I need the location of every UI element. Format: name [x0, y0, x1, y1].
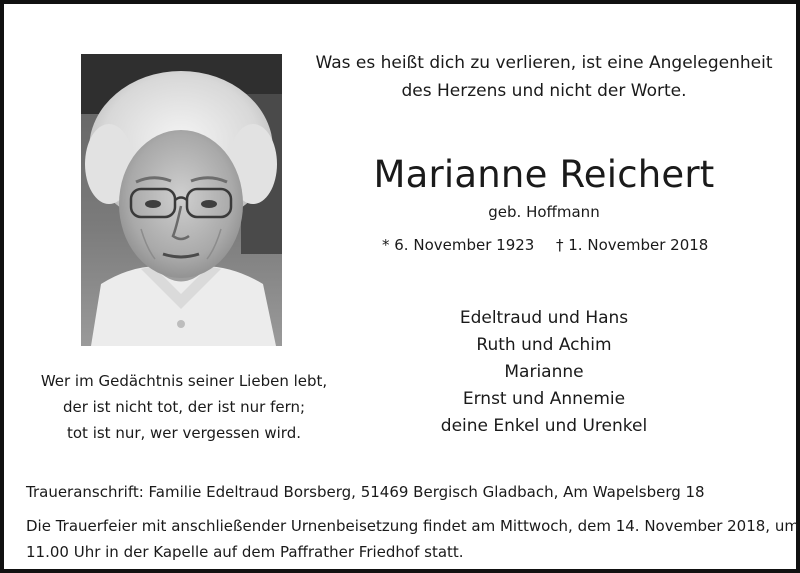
quote-line: der ist nicht tot, der ist nur fern; [62, 398, 306, 416]
mourning-address: Traueranschrift: Familie Edeltraud Borsberg, 51469 Bergisch Gladbach, Am Wapelsberg 18 [26, 483, 705, 501]
ceremony-line: 11.00 Uhr in der Kapelle auf dem Paffrather Friedhof statt. [26, 543, 464, 561]
motto-line: Was es heißt dich zu verlieren, ist eine Angelegenheit [315, 53, 773, 73]
death-date: † 1. November 2018 [556, 236, 709, 254]
portrait-image [81, 54, 282, 346]
mourner-item: deine Enkel und Urenkel [440, 416, 648, 436]
memorial-quote [29, 368, 339, 446]
ceremony-line: Die Trauerfeier mit anschließender Urnenbeisetzung findet am Mittwoch, dem 14. November 2018, um [26, 517, 799, 535]
motto-line: des Herzens und nicht der Worte. [401, 81, 687, 101]
quote-line: Wer im Gedächtnis seiner Lieben lebt, [40, 372, 328, 390]
deceased-name: Marianne Reichert [373, 153, 715, 196]
portrait-photo [81, 54, 282, 346]
mourners-list [404, 305, 684, 440]
mourner-item: Ruth und Achim [476, 335, 612, 355]
quote-line: tot ist nur, wer vergessen wird. [66, 424, 301, 442]
mourner-item: Ernst und Annemie [462, 389, 626, 409]
motto-text [304, 49, 784, 105]
birth-date: * 6. November 1923 [382, 236, 535, 254]
ceremony-info [26, 513, 799, 565]
mourner-item: Edeltraud und Hans [459, 308, 629, 328]
birth-name: geb. Hoffmann [488, 203, 600, 221]
mourner-item: Marianne [504, 362, 584, 382]
